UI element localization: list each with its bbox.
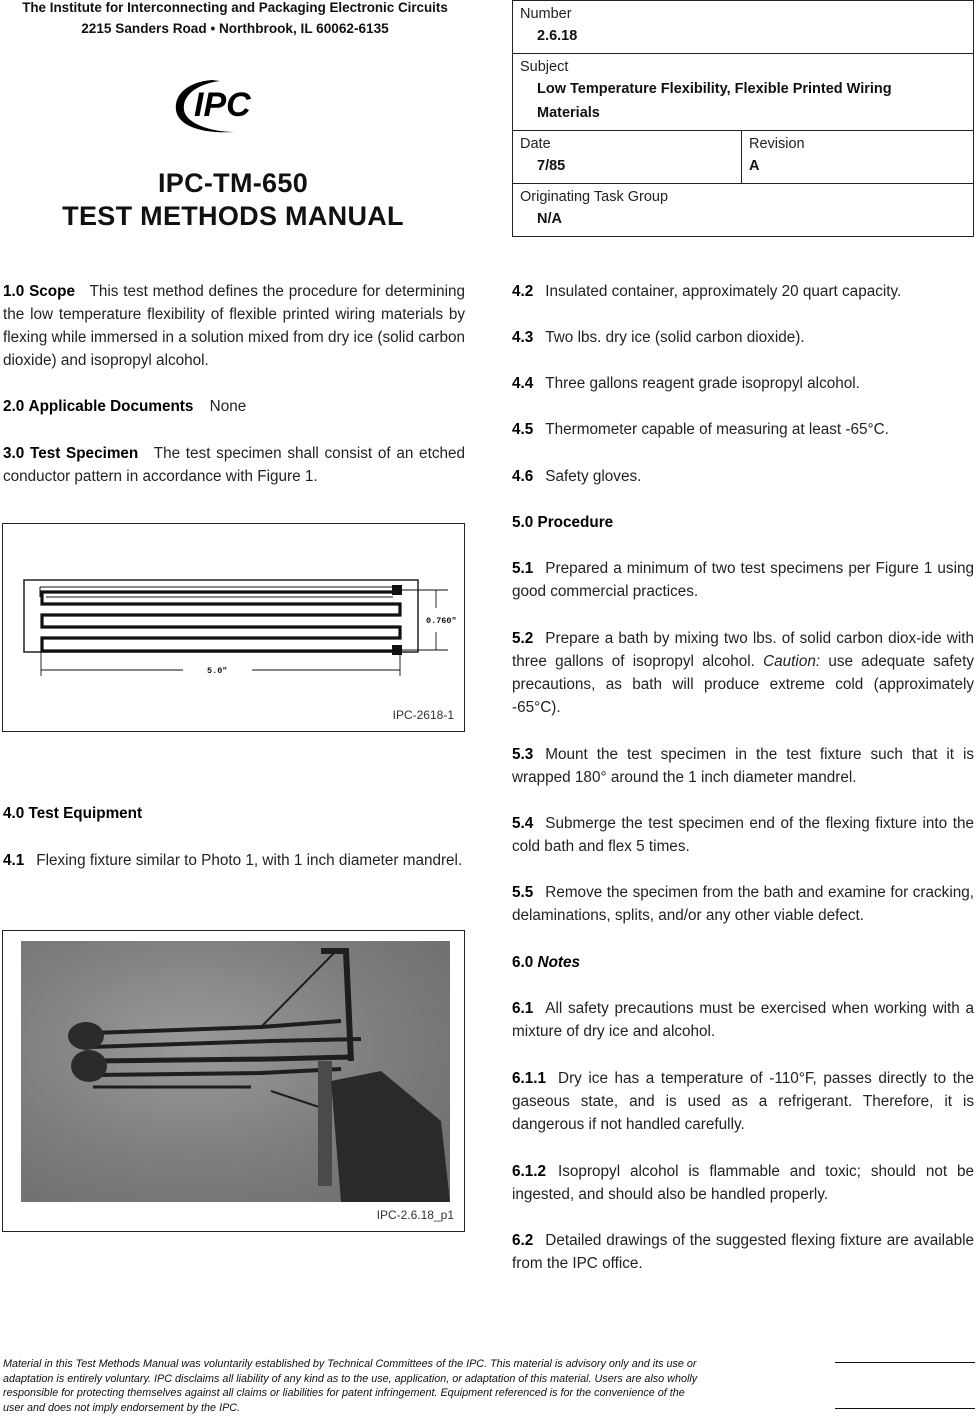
note-6-1-1 [512,1067,974,1136]
manual-title [0,167,466,233]
photo-1-flexing-fixture [2,930,465,1232]
note-6-1 [512,997,974,1043]
subject-value-line2: Materials [537,105,600,121]
section-2-title: Applicable Documents [28,398,194,415]
step-5-2-text-a: Prepare a bath by mixing two lbs. of solid carbon diox-ide with three gallons of isopropyl alcohol. [512,630,974,670]
revision-value: A [749,158,760,174]
item-4-3 [512,326,974,349]
subject-value-line1: Low Temperature Flexibility, Flexible Printed Wiring [537,81,892,97]
item-4-1 [3,849,465,872]
section-3-test-specimen [3,442,465,488]
section-6-title: Notes [537,954,581,971]
item-4-6 [512,465,974,488]
section-5-title: Procedure [537,514,614,531]
note-6-1-2 [512,1160,974,1206]
section-1-number: 1.0 [3,283,25,300]
section-3-text: The test specimen shall consist of an etched conductor pattern in accordance with Figure 1. [3,445,465,485]
item-4-4 [512,372,974,395]
step-5-3-text: Mount the test specimen in the test fixture such that it is wrapped 180° around the 1 inch diameter mandrel. [512,746,974,786]
dim-height-label: 0.760" [426,616,457,626]
section-2-applicable-documents [3,395,465,418]
item-4-6-number: 4.6 [512,468,534,485]
item-4-1-number: 4.1 [3,852,25,869]
step-5-4-text: Submerge the test specimen end of the flexing fixture into the cold bath and flex 5 times. [512,815,974,855]
item-4-2 [512,280,974,303]
note-6-1-2-number: 6.1.2 [512,1163,547,1180]
step-5-2 [512,627,974,719]
conductor-pattern-drawing [3,524,464,731]
serpentine-conductor [42,592,400,651]
figure-1-caption: IPC-2618-1 [392,708,454,722]
note-6-1-1-number: 6.1.1 [512,1070,547,1087]
figure-1-conductor-pattern [2,523,465,732]
step-5-5 [512,881,974,927]
step-5-4 [512,812,974,858]
section-3-number: 3.0 [3,445,25,462]
item-4-1-text: Flexing fixture similar to Photo 1, with 1 inch diameter mandrel. [36,852,463,869]
step-5-3 [512,743,974,789]
photo-1-caption: IPC-2.6.18_p1 [376,1208,454,1222]
note-6-1-1-text: Dry ice has a temperature of -110°F, passes directly to the gaseous state, and is used as a refrigerant. Therefore, it is dangerous if not handled carefully. [512,1070,974,1133]
fixture-illustration [21,941,450,1202]
item-4-5-text: Thermometer capable of measuring at least -65°C. [545,421,889,438]
section-6-notes [512,951,974,974]
section-1-text: This test method defines the procedure for determining the low temperature flexibility of flexible printed wiring materials by flexing while immersed in a solution mixed from dry ice (solid carbon dioxide) and isopropyl alcohol. [3,283,465,369]
section-1-title: Scope [29,283,75,300]
number-value: 2.6.18 [537,28,578,44]
contact-pad-bottom [392,645,402,655]
step-5-2-number: 5.2 [512,630,534,647]
footer-rule-top [835,1362,975,1363]
contact-pad-top [392,585,402,595]
flexing-fixture-photo [21,941,450,1202]
item-4-4-number: 4.4 [512,375,534,392]
step-5-5-number: 5.5 [512,884,534,901]
footer-rule-bottom [835,1408,975,1409]
task-group-label: Originating Task Group [520,189,669,205]
section-5-number: 5.0 [512,514,534,531]
item-4-4-text: Three gallons reagent grade isopropyl alcohol. [545,375,860,392]
manual-title-line1: IPC-TM-650 [157,168,309,198]
number-label: Number [520,6,572,22]
section-4-title: Test Equipment [28,805,143,822]
manual-title-line2: TEST METHODS MANUAL [62,201,404,231]
note-6-2 [512,1229,974,1275]
number-row [513,0,973,53]
note-6-2-number: 6.2 [512,1232,534,1249]
item-4-3-number: 4.3 [512,329,534,346]
item-4-5 [512,418,974,441]
document-info-table [512,0,974,237]
section-2-number: 2.0 [3,398,25,415]
note-6-1-number: 6.1 [512,1000,534,1017]
item-4-2-number: 4.2 [512,283,534,300]
revision-label: Revision [749,136,805,152]
section-4-number: 4.0 [3,805,25,822]
logo-text: IPC [194,86,251,124]
gloved-hand [331,1071,450,1202]
item-4-3-text: Two lbs. dry ice (solid carbon dioxide). [545,329,805,346]
task-group-value: N/A [537,211,562,227]
ipc-logo [172,76,284,136]
institute-address: 2215 Sanders Road • Northbrook, IL 60062-6135 [81,21,389,36]
task-group-row [513,183,973,236]
step-5-4-number: 5.4 [512,815,534,832]
step-5-1-text: Prepared a minimum of two test specimens per Figure 1 using good commercial practices. [512,560,974,600]
date-revision-row [513,130,973,183]
fixture-handle [318,1061,332,1186]
section-5-procedure [512,511,974,534]
section-3-title: Test Specimen [29,445,139,462]
section-4-test-equipment [3,802,465,825]
section-2-text: None [209,398,247,415]
note-6-1-text: All safety precautions must be exercised when working with a mixture of dry ice and alcohol. [512,1000,974,1040]
step-5-5-text: Remove the specimen from the bath and examine for cracking, delaminations, splits, and/or any other viable defect. [512,884,974,924]
subject-row [513,53,973,130]
note-6-2-text: Detailed drawings of the suggested flexing fixture are available from the IPC office. [512,1232,974,1272]
institute-name: The Institute for Interconnecting and Packaging Electronic Circuits [22,0,448,15]
date-label: Date [520,136,551,152]
item-4-5-number: 4.5 [512,421,534,438]
step-5-3-number: 5.3 [512,746,534,763]
step-5-2-text-b: use adequate safety precautions, as bath will produce extreme cold (approximately -65°C). [512,653,975,716]
note-6-1-2-text: Isopropyl alcohol is flammable and toxic; should not be ingested, and should also be handled properly. [512,1163,974,1203]
date-value: 7/85 [537,158,566,174]
item-4-6-text: Safety gloves. [545,468,642,485]
section-6-number: 6.0 [512,954,534,971]
step-5-1-number: 5.1 [512,560,534,577]
subject-label: Subject [520,59,569,75]
step-5-2-caution: Caution: [763,653,821,670]
footer-disclaimer: Material in this Test Methods Manual was voluntarily established by Technical Committees of the IPC. This material is advisory only and its use or adaptation is entirely voluntary. IPC disclaims all liability of any kind as to the use, application, or adaptation of this material. Users are also wholly responsible for protecting themselves against all claims or liabilities for patent infringement. Equipment referenced is for the convenience of the user and does not imply endorsement by the IPC. [3,1358,698,1414]
dim-length-label: 5.0" [207,666,228,676]
step-5-1 [512,557,974,603]
section-1-scope [3,280,465,372]
item-4-2-text: Insulated container, approximately 20 quart capacity. [545,283,902,300]
